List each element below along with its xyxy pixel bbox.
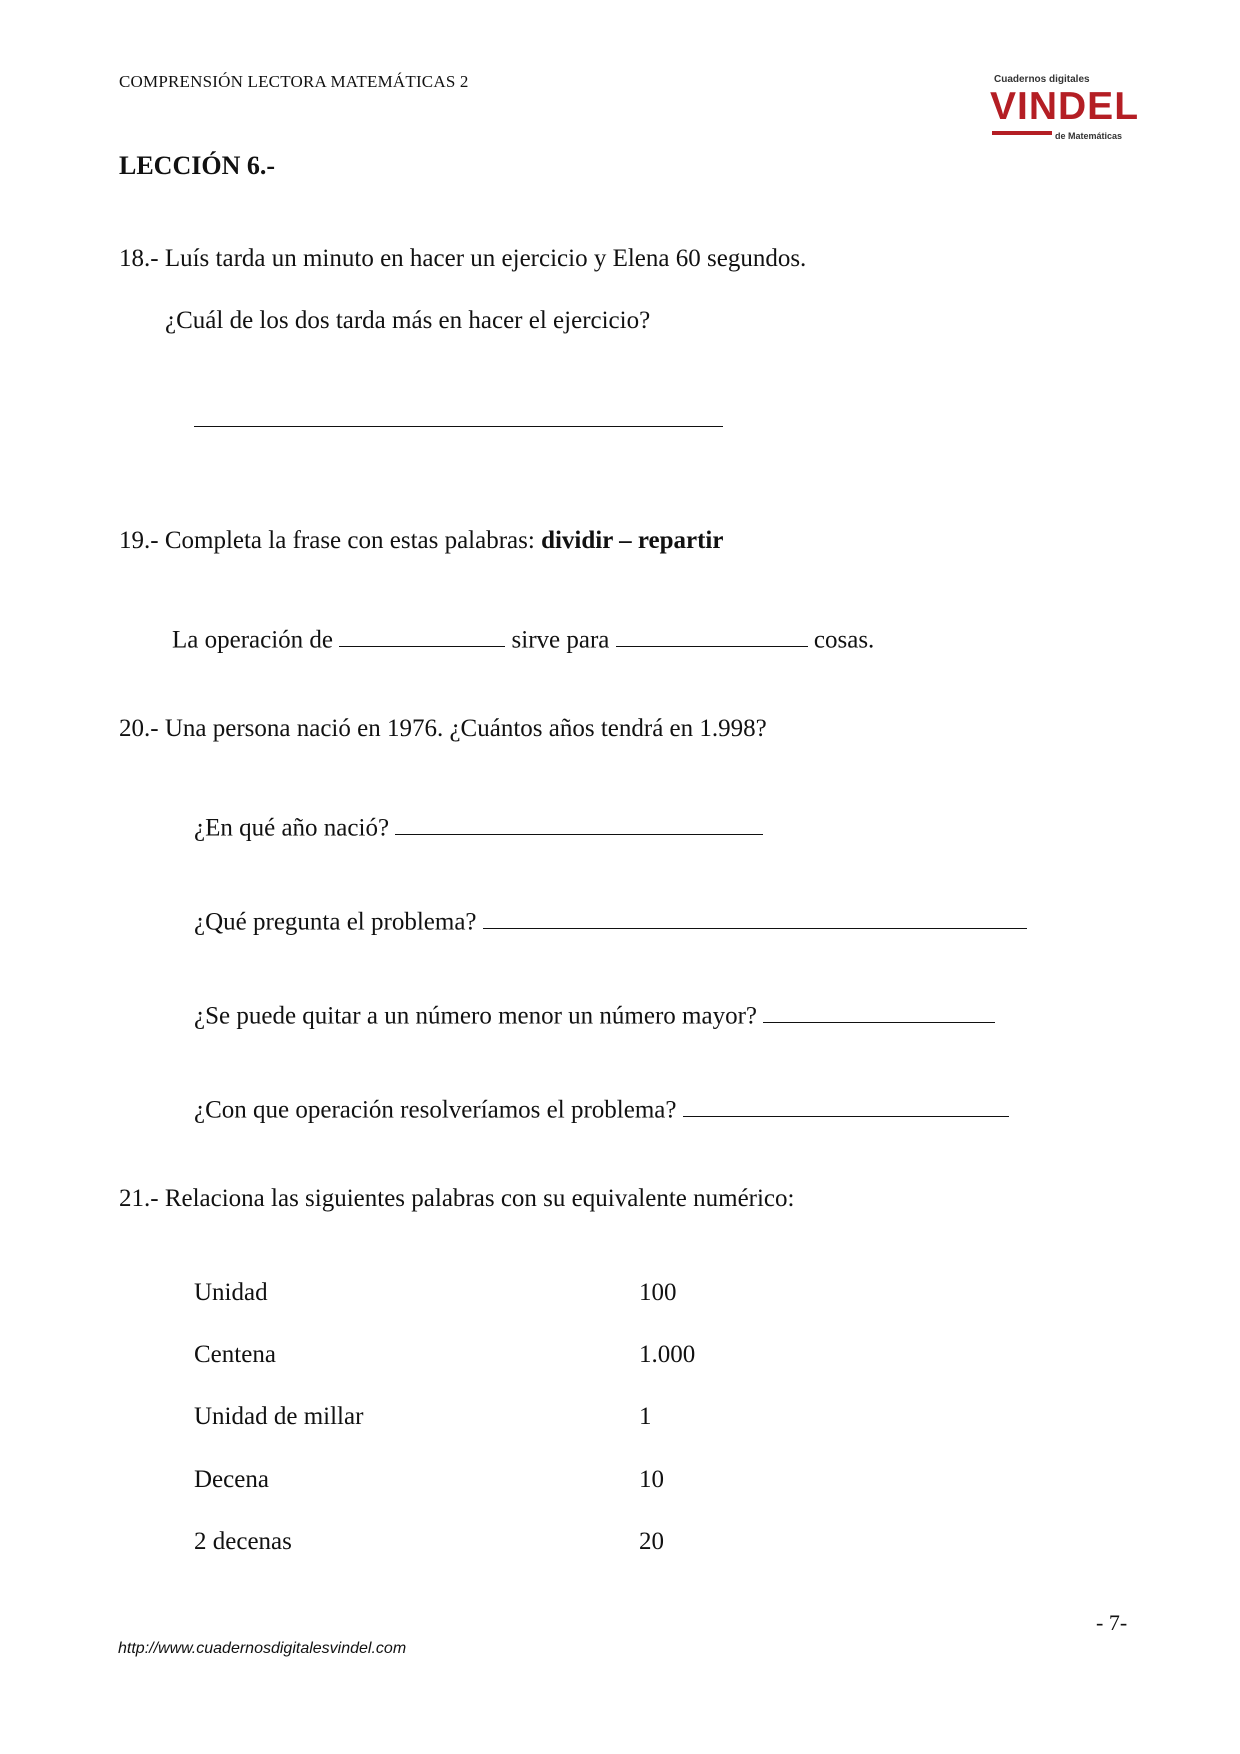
page-number: - 7- (1096, 1610, 1128, 1635)
q20-answer-2[interactable] (483, 902, 1027, 929)
q20-answer-1[interactable] (395, 808, 763, 835)
q21-number: 1.000 (639, 1341, 696, 1368)
q20-subquestion-3 (194, 996, 995, 1031)
q20-subquestion-1-text: ¿En qué año nació? (194, 814, 390, 842)
q21-number: 1 (639, 1403, 652, 1430)
q19-sentence-part2: sirve para (505, 626, 616, 654)
q21-number: 100 (639, 1279, 677, 1306)
q21-word: Decena (194, 1466, 269, 1493)
q21-word: Unidad (194, 1279, 268, 1306)
q19-blank-2[interactable] (616, 620, 808, 647)
q21-word: Unidad de millar (194, 1403, 364, 1430)
q19-blank-1[interactable] (339, 620, 505, 647)
q20-subquestion-3-text: ¿Se puede quitar a un número menor un número mayor? (194, 1002, 758, 1030)
q19-sentence-part1: La operación de (172, 626, 340, 654)
q20-subquestion-2-text: ¿Qué pregunta el problema? (194, 908, 477, 936)
q19-words: dividir – repartir (541, 527, 724, 554)
vindel-logo (990, 74, 1140, 144)
q21-number: 10 (639, 1466, 664, 1493)
q20-subquestion-1 (194, 808, 763, 843)
q20-subquestion-2 (194, 902, 1027, 937)
logo-sub-text: de Matemáticas (1052, 131, 1122, 141)
q20-answer-3[interactable] (763, 996, 995, 1023)
q19-sentence-part3: cosas. (807, 626, 875, 654)
footer-url[interactable]: http://www.cuadernosdigitalesvindel.com (118, 1640, 407, 1657)
logo-main-text: VINDEL (990, 85, 1140, 128)
header-title: COMPRENSIÓN LECTORA MATEMÁTICAS 2 (119, 72, 469, 91)
q19-sentence (172, 620, 874, 655)
q20-answer-4[interactable] (683, 1090, 1009, 1117)
q21-number: 20 (639, 1528, 664, 1555)
q19-statement-text: 19.- Completa la frase con estas palabras: (119, 527, 542, 554)
q18-answer-line[interactable] (194, 426, 723, 427)
q18-statement: 18.- Luís tarda un minuto en hacer un ejercicio y Elena 60 segundos. (119, 245, 807, 272)
q21-word: Centena (194, 1341, 276, 1368)
q19-statement (119, 526, 723, 556)
lesson-title: LECCIÓN 6.- (119, 151, 276, 180)
q21-word: 2 decenas (194, 1528, 292, 1555)
logo-top-text: Cuadernos digitales (994, 74, 1090, 85)
q20-subquestion-4 (194, 1090, 1009, 1125)
q20-statement: 20.- Una persona nació en 1976. ¿Cuántos años tendrá en 1.998? (119, 715, 767, 742)
q20-subquestion-4-text: ¿Con que operación resolveríamos el problema? (194, 1096, 677, 1124)
q21-statement: 21.- Relaciona las siguientes palabras con su equivalente numérico: (119, 1185, 795, 1212)
q18-question: ¿Cuál de los dos tarda más en hacer el ejercicio? (165, 307, 651, 334)
